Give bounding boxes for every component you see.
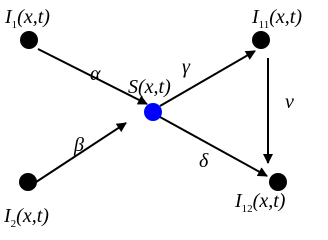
edge-label-nu: ν [285, 91, 294, 113]
node-i11 [252, 31, 270, 49]
label-i1-symbol: I [5, 6, 12, 28]
edge-label-delta: δ [199, 150, 209, 172]
edge-gamma [160, 51, 255, 106]
label-s-args: (x,t) [138, 76, 171, 98]
label-i12-args: (x,t) [252, 190, 286, 212]
label-i1 [4, 6, 50, 31]
label-i12-symbol: I [235, 190, 242, 212]
label-i11-symbol: I [252, 6, 259, 28]
label-i12 [234, 190, 286, 215]
edge-label-beta: β [74, 134, 84, 156]
label-s-symbol: S [128, 76, 138, 98]
label-i12-sub: 12 [241, 203, 253, 215]
node-s [144, 103, 162, 121]
label-i1-args: (x,t) [17, 6, 50, 28]
label-i2-symbol: I [4, 205, 11, 227]
edge-delta [160, 117, 267, 176]
label-s [128, 76, 171, 98]
label-i1-sub: 1 [11, 19, 18, 31]
label-i11 [251, 6, 302, 31]
label-i2-sub: 2 [10, 218, 17, 230]
node-i12 [269, 173, 287, 191]
edge-label-alpha: α [90, 63, 101, 85]
node-i2 [19, 173, 37, 191]
label-i11-args: (x,t) [269, 6, 303, 28]
label-i11-sub: 11 [258, 19, 270, 31]
label-i2 [3, 205, 49, 230]
node-i1 [20, 31, 38, 49]
label-i2-args: (x,t) [16, 205, 49, 227]
edge-label-gamma: γ [182, 56, 190, 78]
